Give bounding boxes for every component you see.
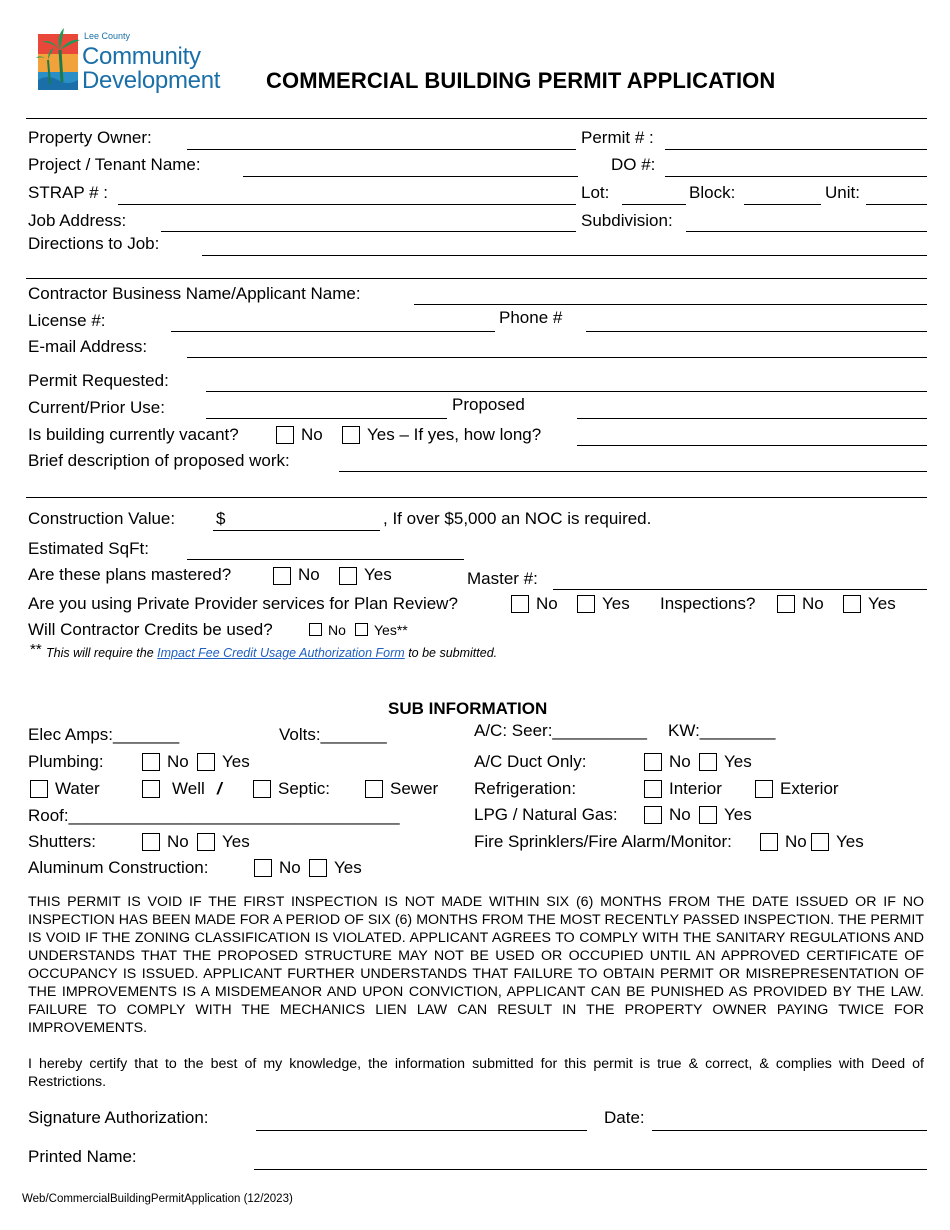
email-label: E-mail Address: [28,337,148,356]
lpg-yes-label: Yes [724,805,752,824]
directions-field[interactable] [202,255,927,256]
sewer-checkbox[interactable] [365,780,383,798]
phone-field[interactable] [586,331,927,332]
master-number-field[interactable] [553,589,927,590]
shutters-yes-label: Yes [222,832,250,851]
ac-duct-no-checkbox[interactable] [644,753,662,771]
lpg-label: LPG / Natural Gas: [474,805,618,824]
water-checkbox[interactable] [30,780,48,798]
interior-label: Interior [669,779,722,798]
septic-label: Septic: [278,779,330,798]
credits-yes-label: Yes** [374,622,408,638]
unit-field[interactable] [866,204,927,205]
mastered-question: Are these plans mastered? [28,565,232,584]
ac-duct-yes-checkbox[interactable] [699,753,717,771]
subdivision-field[interactable] [686,231,927,232]
printed-name-field[interactable] [254,1169,927,1170]
do-number-field[interactable] [665,176,927,177]
lot-field[interactable] [622,204,686,205]
vacant-no-label: No [301,425,323,444]
noc-note: , If over $5,000 an NOC is required. [383,509,652,528]
logo [36,20,246,96]
credits-no-checkbox[interactable] [309,623,322,636]
kw-field[interactable]: KW:________ [668,721,776,740]
elec-amps-field[interactable]: Elec Amps:_______ [28,725,180,744]
description-field[interactable] [339,471,927,472]
subdivision-label: Subdivision: [581,211,673,230]
credit-note-text-b: to be submitted. [404,646,498,660]
permit-number-label: Permit # : [581,128,654,147]
construction-value-label: Construction Value: [28,509,176,528]
well-label: Well [172,779,205,798]
inspections-yes-label: Yes [868,594,896,613]
logo-line1: Community [82,43,201,70]
plumbing-no-checkbox[interactable] [142,753,160,771]
block-field[interactable] [744,204,821,205]
inspections-no-checkbox[interactable] [777,595,795,613]
divider [26,118,927,119]
note-stars: ** [30,641,42,658]
mastered-yes-label: Yes [364,565,392,584]
private-no-label: No [536,594,558,613]
shutters-no-label: No [167,832,189,851]
printed-name-label: Printed Name: [28,1147,137,1166]
plumbing-no-label: No [167,752,189,771]
master-number-label: Master #: [467,569,538,588]
refrigeration-label: Refrigeration: [474,779,577,798]
interior-checkbox[interactable] [644,780,662,798]
impact-fee-form-link[interactable]: Impact Fee Credit Usage Authorization Form [157,646,405,660]
directions-label: Directions to Job: [28,234,160,253]
plumbing-yes-checkbox[interactable] [197,753,215,771]
mastered-no-label: No [298,565,320,584]
current-use-field[interactable] [206,418,447,419]
permit-requested-field[interactable] [206,391,927,392]
private-no-checkbox[interactable] [511,595,529,613]
plumbing-yes-label: Yes [222,752,250,771]
sewer-label: Sewer [390,779,439,798]
aluminum-yes-checkbox[interactable] [309,859,327,877]
lpg-yes-checkbox[interactable] [699,806,717,824]
logo-line2: Development [82,67,221,94]
shutters-label: Shutters: [28,832,97,851]
fire-yes-label: Yes [836,832,864,851]
block-label: Block: [689,183,736,202]
fire-yes-checkbox[interactable] [811,833,829,851]
credits-no-label: No [328,622,346,638]
legal-disclaimer: THIS PERMIT IS VOID IF THE FIRST INSPECTION IS NOT MADE WITHIN SIX (6) MONTHS FROM THE DATE ISSUED OR IF NO INSPECTION HAS BEEN MADE FOR A PERIOD OF SIX (6) MONTHS FROM THE MOST RECENTLY PASSED INSPECTION. THE PERMIT IS VOID IF THE ZONING CLASSIFICATION IS VIOLATED. APPLICANT AGREES TO COMPLY WITH THE SANITARY REGULATIONS AND UNDERSTANDS THAT THE PROPOSED STRUCTURE MAY NOT BE USED OR OCCUPIED UNTIL AN APPROVED CERTIFICATE OF OCCUPANCY IS ISSUED. APPLICANT FURTHER UNDERSTANDS THAT FAILURE TO OBTAIN PERMIT OR MISREPRESENTATION OF THE IMPROVEMENTS IS A MISDEMEANOR AND UPON CONVICTION, APPLICANT CAN BE PUNISHED AS PROVIDED BY THE LAW. FAILURE TO COMPLY WITH THE MECHANICS LIEN LAW CAN RESULT IN THE PROPERTY OWNER PAYING TWICE FOR IMPROVEMENTS. [28,894,924,1036]
contractor-business-label: Contractor Business Name/Applicant Name: [28,284,361,303]
permit-number-field[interactable] [665,149,927,150]
aluminum-label: Aluminum Construction: [28,858,209,877]
date-field[interactable] [652,1130,927,1131]
lpg-no-label: No [669,805,691,824]
water-label: Water [55,779,100,798]
description-label: Brief description of proposed work: [28,451,290,470]
ac-duct-no-label: No [669,752,691,771]
roof-field[interactable]: Roof:___________________________________ [28,806,400,825]
job-address-label: Job Address: [28,211,127,230]
signature-field[interactable] [256,1130,587,1131]
lpg-no-checkbox[interactable] [644,806,662,824]
email-field[interactable] [187,357,927,358]
ac-duct-label: A/C Duct Only: [474,752,587,771]
credit-note [46,646,497,660]
inspections-yes-checkbox[interactable] [843,595,861,613]
plumbing-label: Plumbing: [28,752,104,771]
credit-note-text-a: This will require the [46,646,158,660]
credits-question: Will Contractor Credits be used? [28,620,273,639]
well-septic-slash: / [217,779,222,798]
vacant-yes-checkbox[interactable] [342,426,360,444]
property-owner-field[interactable] [187,149,576,150]
aluminum-no-label: No [279,858,301,877]
private-yes-label: Yes [602,594,630,613]
exterior-label: Exterior [780,779,839,798]
ac-seer-field[interactable]: A/C: Seer:__________ [474,721,647,740]
strap-field[interactable] [118,204,576,205]
current-use-label: Current/Prior Use: [28,398,165,417]
vacant-question: Is building currently vacant? [28,425,239,444]
unit-label: Unit: [825,183,860,202]
vacant-yes-label: Yes – If yes, how long? [367,425,542,444]
license-field[interactable] [171,331,495,332]
vacant-duration-field[interactable] [577,445,927,446]
project-name-field[interactable] [243,176,578,177]
inspections-no-label: No [802,594,824,613]
septic-checkbox[interactable] [253,780,271,798]
well-checkbox[interactable] [142,780,160,798]
fire-no-label: No [785,832,807,851]
lot-label: Lot: [581,183,610,202]
contractor-business-field[interactable] [414,304,927,305]
proposed-label: Proposed [452,395,525,414]
license-label: License #: [28,311,106,330]
aluminum-yes-label: Yes [334,858,362,877]
signature-label: Signature Authorization: [28,1108,209,1127]
shutters-no-checkbox[interactable] [142,833,160,851]
construction-value-field[interactable] [213,530,380,531]
ac-duct-yes-label: Yes [724,752,752,771]
sub-info-heading: SUB INFORMATION [388,699,548,718]
vacant-no-checkbox[interactable] [276,426,294,444]
credits-yes-checkbox[interactable] [355,623,368,636]
private-yes-checkbox[interactable] [577,595,595,613]
logo-county: Lee County [84,31,131,41]
fire-no-checkbox[interactable] [760,833,778,851]
private-provider-question: Are you using Private Provider services for Plan Review? [28,594,458,613]
fire-label: Fire Sprinklers/Fire Alarm/Monitor: [474,832,732,851]
permit-requested-label: Permit Requested: [28,371,169,390]
divider [26,278,927,279]
do-number-label: DO #: [611,155,656,174]
phone-label: Phone # [499,308,563,327]
volts-field[interactable]: Volts:_______ [279,725,387,744]
sqft-label: Estimated SqFt: [28,539,149,558]
property-owner-label: Property Owner: [28,128,152,147]
certification-statement: I hereby certify that to the best of my knowledge, the information submitted for this permit is true & correct, & complies with Deed of Restrictions. [28,1056,924,1090]
shutters-yes-checkbox[interactable] [197,833,215,851]
date-label: Date: [604,1108,645,1127]
palm-tree-icon [36,20,82,94]
aluminum-no-checkbox[interactable] [254,859,272,877]
mastered-no-checkbox[interactable] [273,567,291,585]
project-name-label: Project / Tenant Name: [28,155,201,174]
strap-label: STRAP # : [28,183,108,202]
mastered-yes-checkbox[interactable] [339,567,357,585]
page-title: COMMERCIAL BUILDING PERMIT APPLICATION [266,68,776,93]
proposed-field[interactable] [577,418,927,419]
job-address-field[interactable] [161,231,576,232]
dollar-sign: $ [216,509,226,528]
sqft-field[interactable] [187,559,464,560]
exterior-checkbox[interactable] [755,780,773,798]
footer-form-id: Web/CommercialBuildingPermitApplication (12/2023) [22,1193,293,1205]
inspections-label: Inspections? [660,594,756,613]
divider [26,497,927,498]
